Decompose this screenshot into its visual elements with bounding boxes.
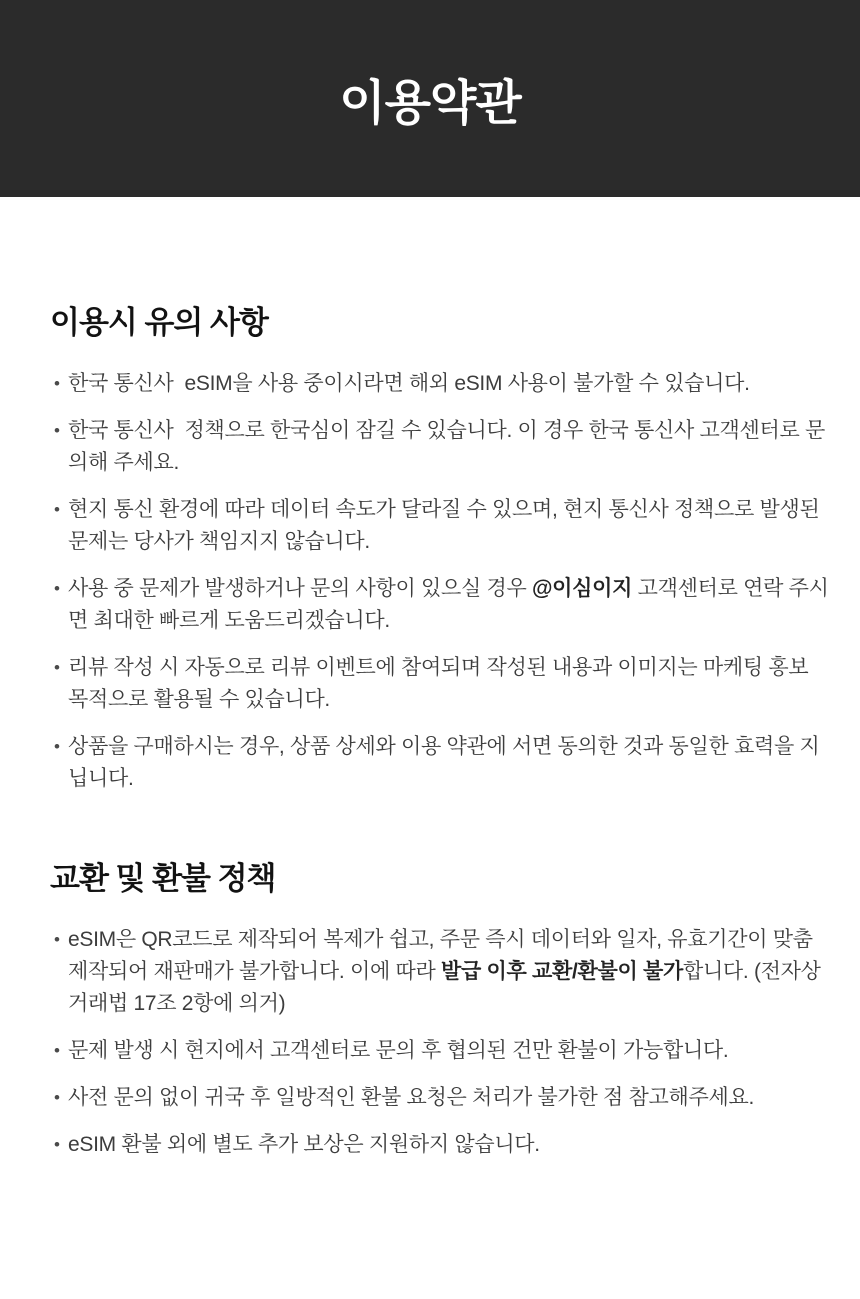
list-item xyxy=(50,368,830,400)
bullet-icon: • xyxy=(54,737,60,756)
usage-notes-list xyxy=(50,368,830,795)
list-item xyxy=(50,1129,830,1161)
section-usage-notes xyxy=(50,297,830,795)
list-item-text: 리뷰 작성 시 자동으로 리뷰 이벤트에 참여되며 작성된 내용과 이미지는 마케팅 홍보 목적으로 활용될 수 있습니다. xyxy=(68,656,814,711)
list-item-text: 한국 통신사 eSIM을 사용 중이시라면 해외 eSIM 사용이 불가할 수 있습니다. xyxy=(68,372,750,395)
header-banner xyxy=(0,0,860,197)
list-item xyxy=(50,924,830,1020)
list-item xyxy=(50,1035,830,1067)
section-refund-policy xyxy=(50,853,830,1161)
list-item-text: 문제 발생 시 현지에서 고객센터로 문의 후 협의된 건만 환불이 가능합니다. xyxy=(68,1039,729,1062)
page-title: 이용약관 xyxy=(339,77,521,130)
list-item xyxy=(50,494,830,558)
list-item-text: 한국 통신사 정책으로 한국심이 잠길 수 있습니다. 이 경우 한국 통신사 고객센터로 문의해 주세요. xyxy=(68,419,826,474)
bullet-icon: • xyxy=(54,658,60,677)
list-item xyxy=(50,1082,830,1114)
list-item-text: eSIM은 QR코드로 제작되어 복제가 쉽고, 주문 즉시 데이터와 일자, 유효기간이 맞춤 제작되어 재판매가 불가합니다. 이에 따라 발급 이후 교환/환불이 불가합니다. (전자상거래법 17조 2항에 의거) xyxy=(68,928,821,1015)
list-item-text: 사전 문의 없이 귀국 후 일방적인 환불 요청은 처리가 불가한 점 참고해주세요. xyxy=(68,1086,754,1109)
bullet-icon: • xyxy=(54,1041,60,1060)
bullet-icon: • xyxy=(54,421,60,440)
list-item xyxy=(50,573,830,637)
refund-policy-list xyxy=(50,924,830,1161)
list-item-text: 사용 중 문제가 발생하거나 문의 사항이 있으실 경우 @이심이지 고객센터로 연락 주시면 최대한 빠르게 도움드리겠습니다. xyxy=(68,577,829,632)
list-item xyxy=(50,415,830,479)
bullet-icon: • xyxy=(54,1135,60,1154)
list-item xyxy=(50,731,830,795)
usage-notes-heading: 이용시 유의 사항 xyxy=(50,305,268,340)
bullet-icon: • xyxy=(54,374,60,393)
list-item-text: 상품을 구매하시는 경우, 상품 상세와 이용 약관에 서면 동의한 것과 동일한 효력을 지닙니다. xyxy=(68,735,820,790)
bullet-icon: • xyxy=(54,500,60,519)
bullet-icon: • xyxy=(54,930,60,949)
refund-policy-heading: 교환 및 환불 정책 xyxy=(50,861,276,896)
list-item-text: eSIM 환불 외에 별도 추가 보상은 지원하지 않습니다. xyxy=(68,1133,540,1156)
terms-content xyxy=(0,297,860,1161)
list-item-text: 현지 통신 환경에 따라 데이터 속도가 달라질 수 있으며, 현지 통신사 정책으로 발생된 문제는 당사가 책임지지 않습니다. xyxy=(68,498,826,553)
bullet-icon: • xyxy=(54,579,60,598)
bullet-icon: • xyxy=(54,1088,60,1107)
list-item xyxy=(50,652,830,716)
